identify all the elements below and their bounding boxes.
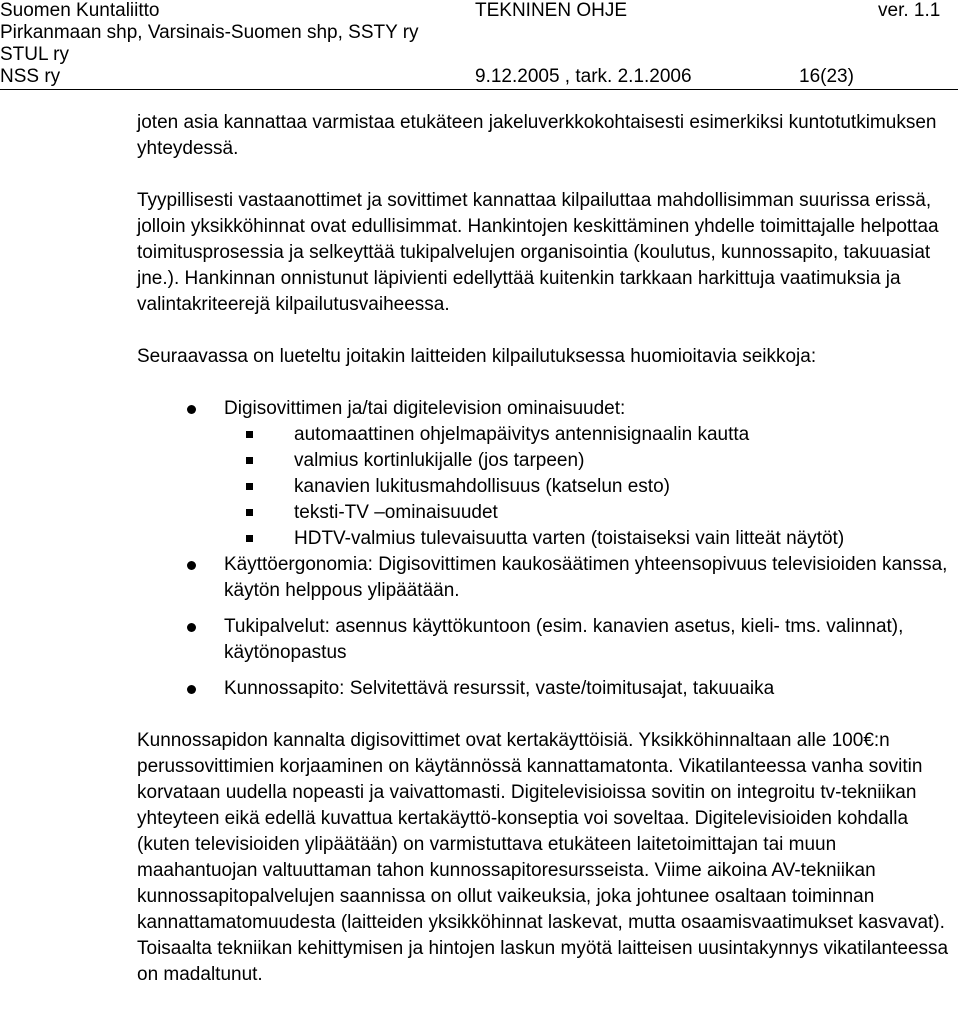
- square-bullet-icon: [246, 483, 253, 490]
- partner-organization-stul: STUL ry: [0, 44, 69, 65]
- bullet-icon: [187, 623, 196, 632]
- organization-name: Suomen Kuntaliitto: [0, 0, 160, 21]
- sublist-item: [224, 474, 952, 500]
- list-item: [137, 676, 952, 702]
- sublist-item-text: teksti-TV –ominaisuudet: [294, 502, 498, 523]
- spacer: [137, 162, 952, 188]
- partner-organization-nss: NSS ry: [0, 66, 61, 87]
- header-row-2: [0, 22, 960, 44]
- sublist-item: [224, 422, 952, 448]
- version-label: ver. 1.1: [878, 0, 941, 21]
- list-item-text: Digisovittimen ja/tai digitelevision ominaisuudet:: [224, 398, 626, 419]
- paragraph-3: Seuraavassa on lueteltu joitakin laitteiden kilpailutuksessa huomioitavia seikkoja:: [137, 346, 817, 367]
- square-bullet-icon: [246, 509, 253, 516]
- header-row-3: [0, 44, 960, 66]
- requirements-list: [137, 396, 952, 702]
- sublist-item: [224, 448, 952, 474]
- square-bullet-icon: [246, 431, 253, 438]
- document-body: [137, 110, 952, 988]
- paragraph-2: Tyypillisesti vastaanottimet ja sovittimet kannattaa kilpailuttaa mahdollisimman suurissa erissä, jolloin yksikköhinnat ovat edullisimmat. Hankintojen keskittäminen yhdelle toimittajalle helpottaa toimitusprosessia ja selkeyttää tukipalvelujen organisointia (koulutus, kunnossapito, takuuasiat jne.). Hankinnan onnistunut läpivienti edellyttää kuitenkin tarkkaan harkittuja vaatimuksia ja valintakriteerejä kilpailutusvaiheessa.: [137, 190, 939, 315]
- paragraph-4: Kunnossapidon kannalta digisovittimet ovat kertakäyttöisiä. Yksikköhinnaltaan alle 100€:n perussovittimien korjaaminen on käytännössä kannattamatonta. Vikatilanteessa vanha sovitin korvataan uudella nopeasti ja vaivattomasti. Digitelevisioissa sovitin on integroitu tv-tekniikan yhteyteen eikä edellä kuvattua kertakäyttö-konseptia voi soveltaa. Digitelevisioiden kohdalla (kuten televisioiden ylipäätään) on varmistuttava etukäteen laitetoimittajan tai muun maahantuojan valtuuttaman tahon kunnossapitoresursseista. Viime aikoina AV-tekniikan kunnossapitopalvelujen saannissa on ollut vaikeuksia, joka johtunee osaltaan toiminnan kannattamatomuudesta (laitteiden yksikköhinnat laskevat, mutta osaamisvaatimukset kasvavat). Toisaalta tekniikan kehittymisen ja hintojen laskun myötä laitteisen uusintakynnys vikatilanteessa on madaltunut.: [137, 730, 949, 985]
- list-item-text: Tukipalvelut: asennus käyttökuntoon (esim. kanavien asetus, kieli- tms. valinnat), käytönopastus: [224, 616, 904, 663]
- document-date: 9.12.2005 , tark. 2.1.2006: [475, 66, 692, 87]
- list-item: [137, 396, 952, 552]
- feature-sublist: [224, 422, 952, 552]
- bullet-icon: [187, 561, 196, 570]
- list-item-text: Kunnossapito: Selvitettävä resurssit, vaste/toimitusajat, takuuaika: [224, 678, 775, 699]
- header-row-1: [0, 0, 960, 22]
- bullet-icon: [187, 405, 196, 414]
- sublist-item: [224, 500, 952, 526]
- spacer: [137, 370, 952, 396]
- header-row-4: [0, 66, 960, 88]
- spacer: [137, 702, 952, 728]
- spacer: [137, 318, 952, 344]
- bullet-icon: [187, 685, 196, 694]
- square-bullet-icon: [246, 535, 253, 542]
- sublist-item-text: valmius kortinlukijalle (jos tarpeen): [294, 450, 585, 471]
- paragraph-1: joten asia kannattaa varmistaa etukäteen jakeluverkkokohtaisesti esimerkiksi kuntotutkimuksen yhteydessä.: [137, 112, 937, 159]
- sublist-item-text: automaattinen ohjelmapäivitys antennisignaalin kautta: [294, 424, 750, 445]
- sublist-item: [224, 526, 952, 552]
- page-header: [0, 0, 960, 88]
- list-item-text: Käyttöergonomia: Digisovittimen kaukosäätimen yhteensopivuus televisioiden kanssa, käytön helppous ylipäätään.: [224, 554, 948, 601]
- sublist-item-text: HDTV-valmius tulevaisuutta varten (toistaiseksi vain litteät näytöt): [294, 528, 845, 549]
- list-item: [137, 614, 952, 666]
- partner-organizations: Pirkanmaan shp, Varsinais-Suomen shp, SSTY ry: [0, 22, 419, 43]
- page-number: 16(23): [799, 66, 854, 87]
- square-bullet-icon: [246, 457, 253, 464]
- list-item: [137, 552, 952, 604]
- header-divider: [0, 89, 958, 90]
- sublist-item-text: kanavien lukitusmahdollisuus (katselun esto): [294, 476, 670, 497]
- document-type: TEKNINEN OHJE: [475, 0, 628, 21]
